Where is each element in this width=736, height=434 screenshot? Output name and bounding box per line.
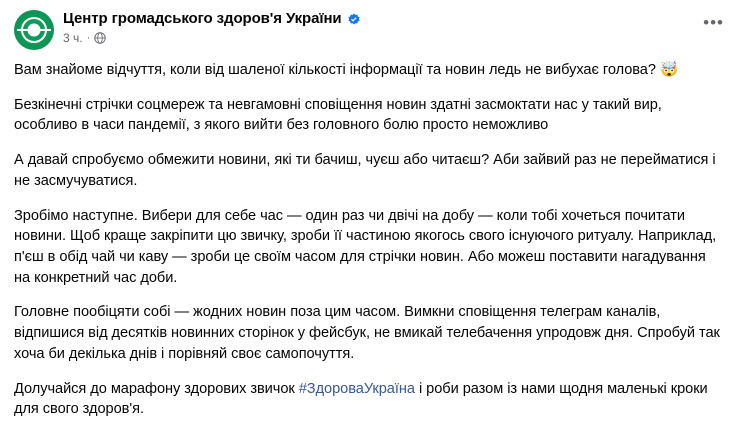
post-paragraph-2: Безкінечні стрічки соцмереж та невгамовні сповіщення новин здатні засмоктати нас у такий вир, особливо в часи пандемії, з якого вийти без головного болю просто неможливо bbox=[14, 96, 662, 134]
verified-badge-icon bbox=[347, 13, 361, 27]
avatar-ring-inner bbox=[28, 24, 41, 37]
post-menu-button[interactable]: ••• bbox=[703, 13, 724, 32]
meta-separator: · bbox=[86, 32, 91, 44]
post-header bbox=[14, 10, 722, 50]
post-timestamp[interactable]: 3 ч. bbox=[63, 31, 83, 45]
post-paragraph-3: А давай спробуємо обмежити новини, які ти бачиш, чуєш або читаєш? Аби зайвий раз не перейматися і не засмучуватися. bbox=[14, 152, 716, 189]
post-paragraph-1: Вам знайоме відчуття, коли від шаленої кількості інформації та новин ледь не вибухає голова? 🤯 bbox=[14, 62, 679, 78]
page-name-row bbox=[63, 11, 361, 26]
post-paragraph-6 bbox=[14, 379, 722, 420]
avatar[interactable] bbox=[14, 10, 54, 50]
hashtag-link[interactable]: #ЗдороваУкраїна bbox=[298, 380, 415, 397]
final-text-before: Долучайся до марафону здорових звичок bbox=[14, 380, 299, 397]
globe-icon[interactable] bbox=[94, 32, 106, 44]
post-paragraph-5: Головне пообіцяти собі — жодних новин поза цим часом. Вимкни сповіщення телеграм каналів, відпишися від десятків новинних сторінок у фейсбук, не вмикай телебачення упродовж дня. Спробуй так хоча би декілька днів і порівняй своє самопочуття. bbox=[14, 304, 720, 362]
post-header-text bbox=[63, 10, 361, 45]
post-body bbox=[14, 60, 722, 420]
final-text-after: і роби разом із нами щодня маленькі кроки для свого здоров'я. bbox=[14, 380, 708, 418]
post-meta bbox=[63, 31, 361, 45]
page-name[interactable]: Центр громадського здоров'я України bbox=[63, 10, 342, 27]
post-paragraph-4: Зробімо наступне. Вибери для себе час — один раз чи двічі на добу — коли тобі хочеться почитати новини. Щоб краще закріпити цю звичку, зроби її частиною якогось свого існуючого ритуалу. Наприклад, п'єш в обід чай чи каву — зроби це своїм часом для стрічки новин. Або можеш поставити нагадування на конкретний час доби. bbox=[14, 207, 717, 286]
